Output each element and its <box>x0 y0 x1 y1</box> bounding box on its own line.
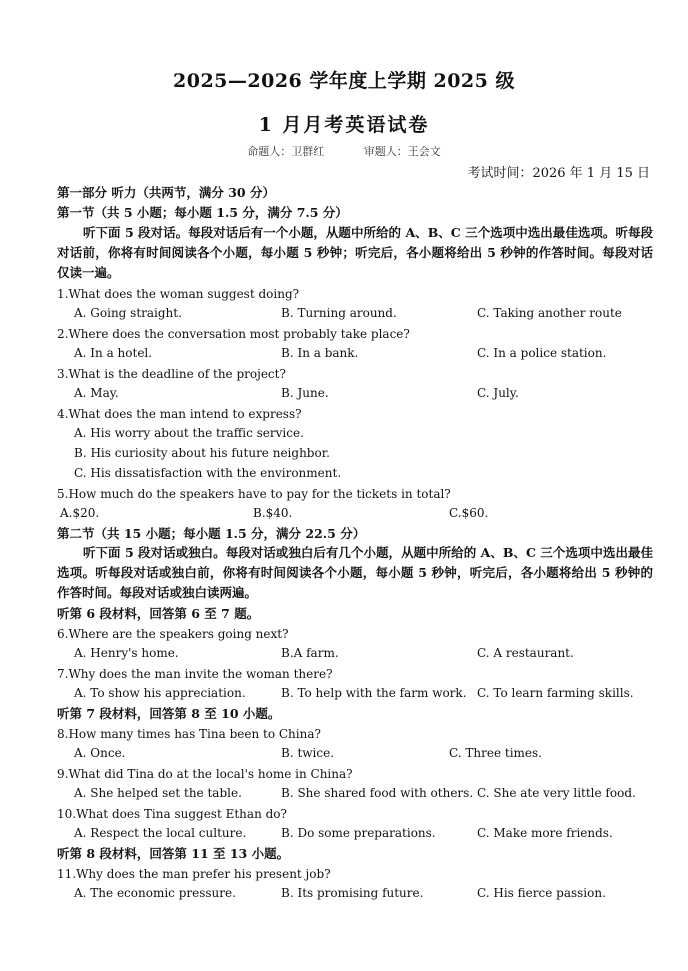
option-c: C. Make more friends. <box>477 826 613 840</box>
option-a: A. Henry's home. <box>74 646 179 660</box>
option-b: B. His curiosity about his future neighbor. <box>74 446 330 460</box>
option-a: A. May. <box>74 386 119 400</box>
material-8-heading: 听第 8 段材料，回答第 11 至 13 小题。 <box>57 846 290 861</box>
section1-title: 第一节（共 5 小题；每小题 1.5 分，满分 7.5 分） <box>57 205 348 220</box>
exam-time: 考试时间：2026 年 1 月 15 日 <box>467 166 650 181</box>
material-7-heading: 听第 7 段材料，回答第 8 至 10 小题。 <box>57 706 281 721</box>
reviewer-label: 审题人：王会文 <box>363 145 441 158</box>
question-stem: 6.Where are the speakers going next? <box>57 627 289 641</box>
option-c: C. A restaurant. <box>477 646 574 660</box>
question-stem: 4.What does the man intend to express? <box>57 407 302 421</box>
option-a: A. Respect the local culture. <box>74 826 247 840</box>
option-b: B. Its promising future. <box>281 886 424 900</box>
option-a: A. The economic pressure. <box>74 886 236 900</box>
option-c: C. Taking another route <box>477 306 622 320</box>
part1-title: 第一部分 听力（共两节，满分 30 分） <box>57 185 275 200</box>
setter-label: 命题人：卫群红 <box>247 145 325 158</box>
question-stem: 5.How much do the speakers have to pay for the tickets in total? <box>57 487 451 501</box>
option-a: A. His worry about the traffic service. <box>74 426 304 440</box>
option-b: B. Turning around. <box>281 306 397 320</box>
option-b: B.A farm. <box>281 646 339 660</box>
option-c: C. To learn farming skills. <box>477 686 634 700</box>
section2-title: 第二节（共 15 小题；每小题 1.5 分，满分 22.5 分） <box>57 526 366 541</box>
material-6-heading: 听第 6 段材料，回答第 6 至 7 题。 <box>57 606 260 621</box>
option-b: B. twice. <box>281 746 335 760</box>
question-stem: 3.What is the deadline of the project? <box>57 367 286 381</box>
option-c: C.$60. <box>449 506 489 520</box>
option-a: A. Once. <box>74 746 126 760</box>
option-c: C. Three times. <box>449 746 542 760</box>
section1-instructions: 听下面 5 段对话。每段对话后有一个小题，从题中所给的 A、B、C 三个选项中选出最佳选项。听每段对话前，你将有时间阅读各个小题，每小题 5 秒钟；听完后，各小题将给出 5 秒钟的作答时间。每段对话仅读一遍。 <box>57 225 653 280</box>
option-c: C. July. <box>477 386 519 400</box>
option-a: A. To show his appreciation. <box>74 686 246 700</box>
exam-title-line1: 2025—2026 学年度上学期 2025 级 <box>173 70 515 92</box>
option-b: B. In a bank. <box>281 346 359 360</box>
option-a: A.$20. <box>60 506 100 520</box>
exam-title-line2: 1 月月考英语试卷 <box>258 114 430 136</box>
option-b: B. She shared food with others. <box>281 786 474 800</box>
question-stem: 1.What does the woman suggest doing? <box>57 287 300 301</box>
section2-instructions: 听下面 5 段对话或独白。每段对话或独白后有几个小题，从题中所给的 A、B、C 三个选项中选出最佳选项。听每段对话或独白前，你将有时间阅读各个小题，每小题 5 秒钟，听完后，各小题将给出 5 秒钟的作答时间。每段对话或独白读两遍。 <box>57 545 653 600</box>
question-stem: 10.What does Tina suggest Ethan do? <box>57 807 287 821</box>
question-stem: 11.Why does the man prefer his present job? <box>57 867 331 881</box>
option-c: C. His dissatisfaction with the environment. <box>74 466 342 480</box>
question-stem: 9.What did Tina do at the local's home in China? <box>57 767 353 781</box>
question-stem: 8.How many times has Tina been to China? <box>57 727 321 741</box>
question-stem: 7.Why does the man invite the woman there? <box>57 667 333 681</box>
option-b: B. June. <box>281 386 329 400</box>
option-c: C. She ate very little food. <box>477 786 636 800</box>
option-b: B. Do some preparations. <box>281 826 436 840</box>
question-stem: 2.Where does the conversation most probably take place? <box>57 327 410 341</box>
option-c: C. In a police station. <box>477 346 607 360</box>
option-b: B. To help with the farm work. <box>281 686 467 700</box>
authors-line <box>0 143 688 159</box>
option-c: C. His fierce passion. <box>477 886 606 900</box>
option-b: B.$40. <box>253 506 293 520</box>
option-a: A. She helped set the table. <box>74 786 242 800</box>
option-a: A. In a hotel. <box>74 346 153 360</box>
option-a: A. Going straight. <box>74 306 182 320</box>
